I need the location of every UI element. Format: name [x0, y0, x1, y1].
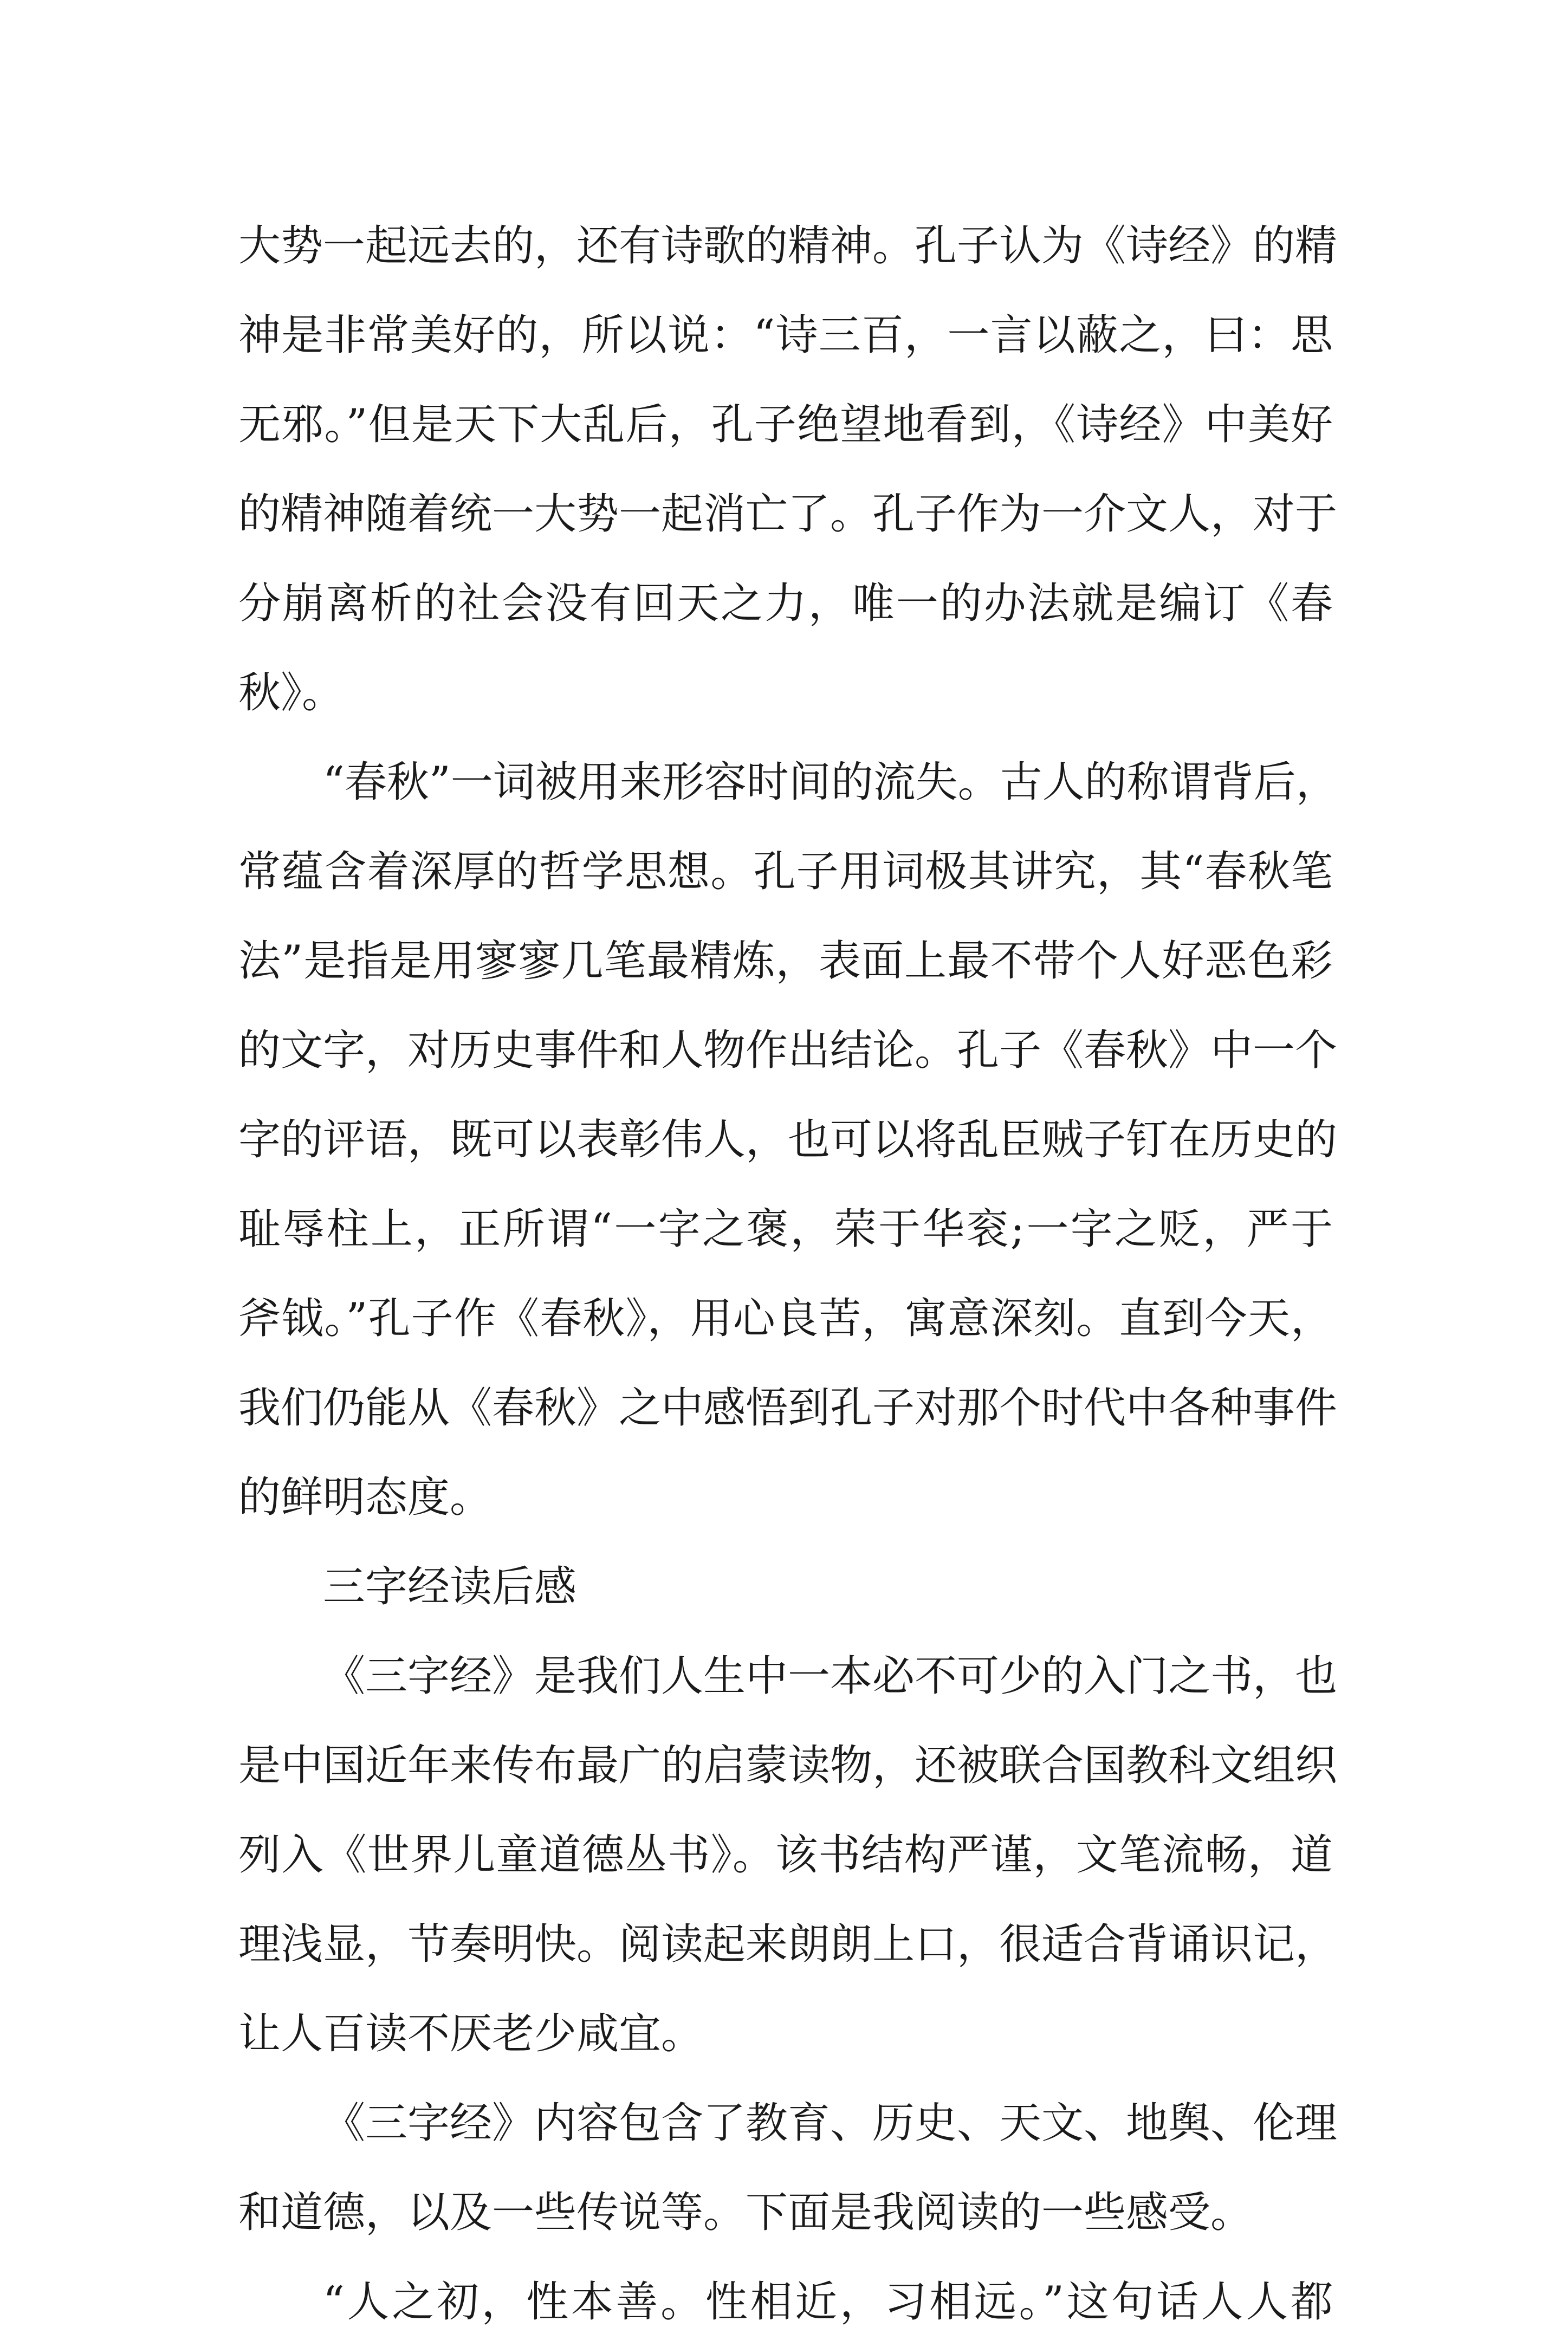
text-line: 无邪。”但是天下大乱后，孔子绝望地看到，《诗经》中美好 [238, 400, 1333, 449]
text-line: 让人百读不厌老少咸宜。 [238, 2009, 704, 2058]
text-line: 常蕴含着深厚的哲学思想。孔子用词极其讲究，其“春秋笔 [238, 847, 1333, 896]
text-line: 理浅显，节奏明快。阅读起来朗朗上口，很适合背诵识记， [238, 1920, 1338, 1969]
text-line: 我们仍能从《春秋》之中感悟到孔子对那个时代中各种事件 [238, 1384, 1338, 1432]
paragraph-first-line: 《三字经》内容包含了教育、历史、天文、地舆、伦理 [323, 2099, 1338, 2148]
text-line: 字的评语，既可以表彰伟人，也可以将乱臣贼子钉在历史的 [238, 1116, 1338, 1164]
paragraph-first-line: 《三字经》是我们人生中一本必不可少的入门之书，也 [323, 1652, 1338, 1701]
text-line: 分崩离析的社会没有回天之力，唯一的办法就是编订《春 [238, 579, 1333, 628]
text-line: 列入《世界儿童道德丛书》。该书结构严谨，文笔流畅，道 [238, 1831, 1333, 1879]
text-line: 大势一起远去的，还有诗歌的精神。孔子认为《诗经》的精 [238, 222, 1338, 270]
text-line: 斧钺。”孔子作《春秋》，用心良苦，寓意深刻。直到今天， [238, 1294, 1333, 1343]
paragraph-first-line: “春秋”一词被用来形容时间的流失。古人的称谓背后， [323, 758, 1338, 807]
text-line: 的文字，对历史事件和人物作出结论。孔子《春秋》中一个 [238, 1026, 1338, 1075]
text-line: 的鲜明态度。 [238, 1473, 493, 1522]
paragraph-first-line: “人之初，性本善。性相近，习相远。”这句话人人都 [323, 2278, 1333, 2326]
text-line: 是中国近年来传布最广的启蒙读物，还被联合国教科文组织 [238, 1741, 1338, 1790]
paragraph-first-line: 三字经读后感 [323, 1562, 577, 1611]
body-text [238, 202, 1338, 2347]
text-line: 法”是指是用寥寥几笔最精炼，表面上最不带个人好恶色彩 [238, 937, 1333, 986]
text-line: 和道德，以及一些传说等。下面是我阅读的一些感受。 [238, 2188, 1253, 2237]
text-line: 的精神随着统一大势一起消亡了。孔子作为一介文人，对于 [238, 490, 1338, 539]
text-line: 神是非常美好的，所以说：“诗三百，一言以蔽之，曰：思 [238, 311, 1333, 360]
text-line: 秋》。 [238, 669, 345, 717]
text-line: 耻辱柱上，正所谓“一字之褒，荣于华衮;一字之贬，严于 [238, 1205, 1333, 1254]
